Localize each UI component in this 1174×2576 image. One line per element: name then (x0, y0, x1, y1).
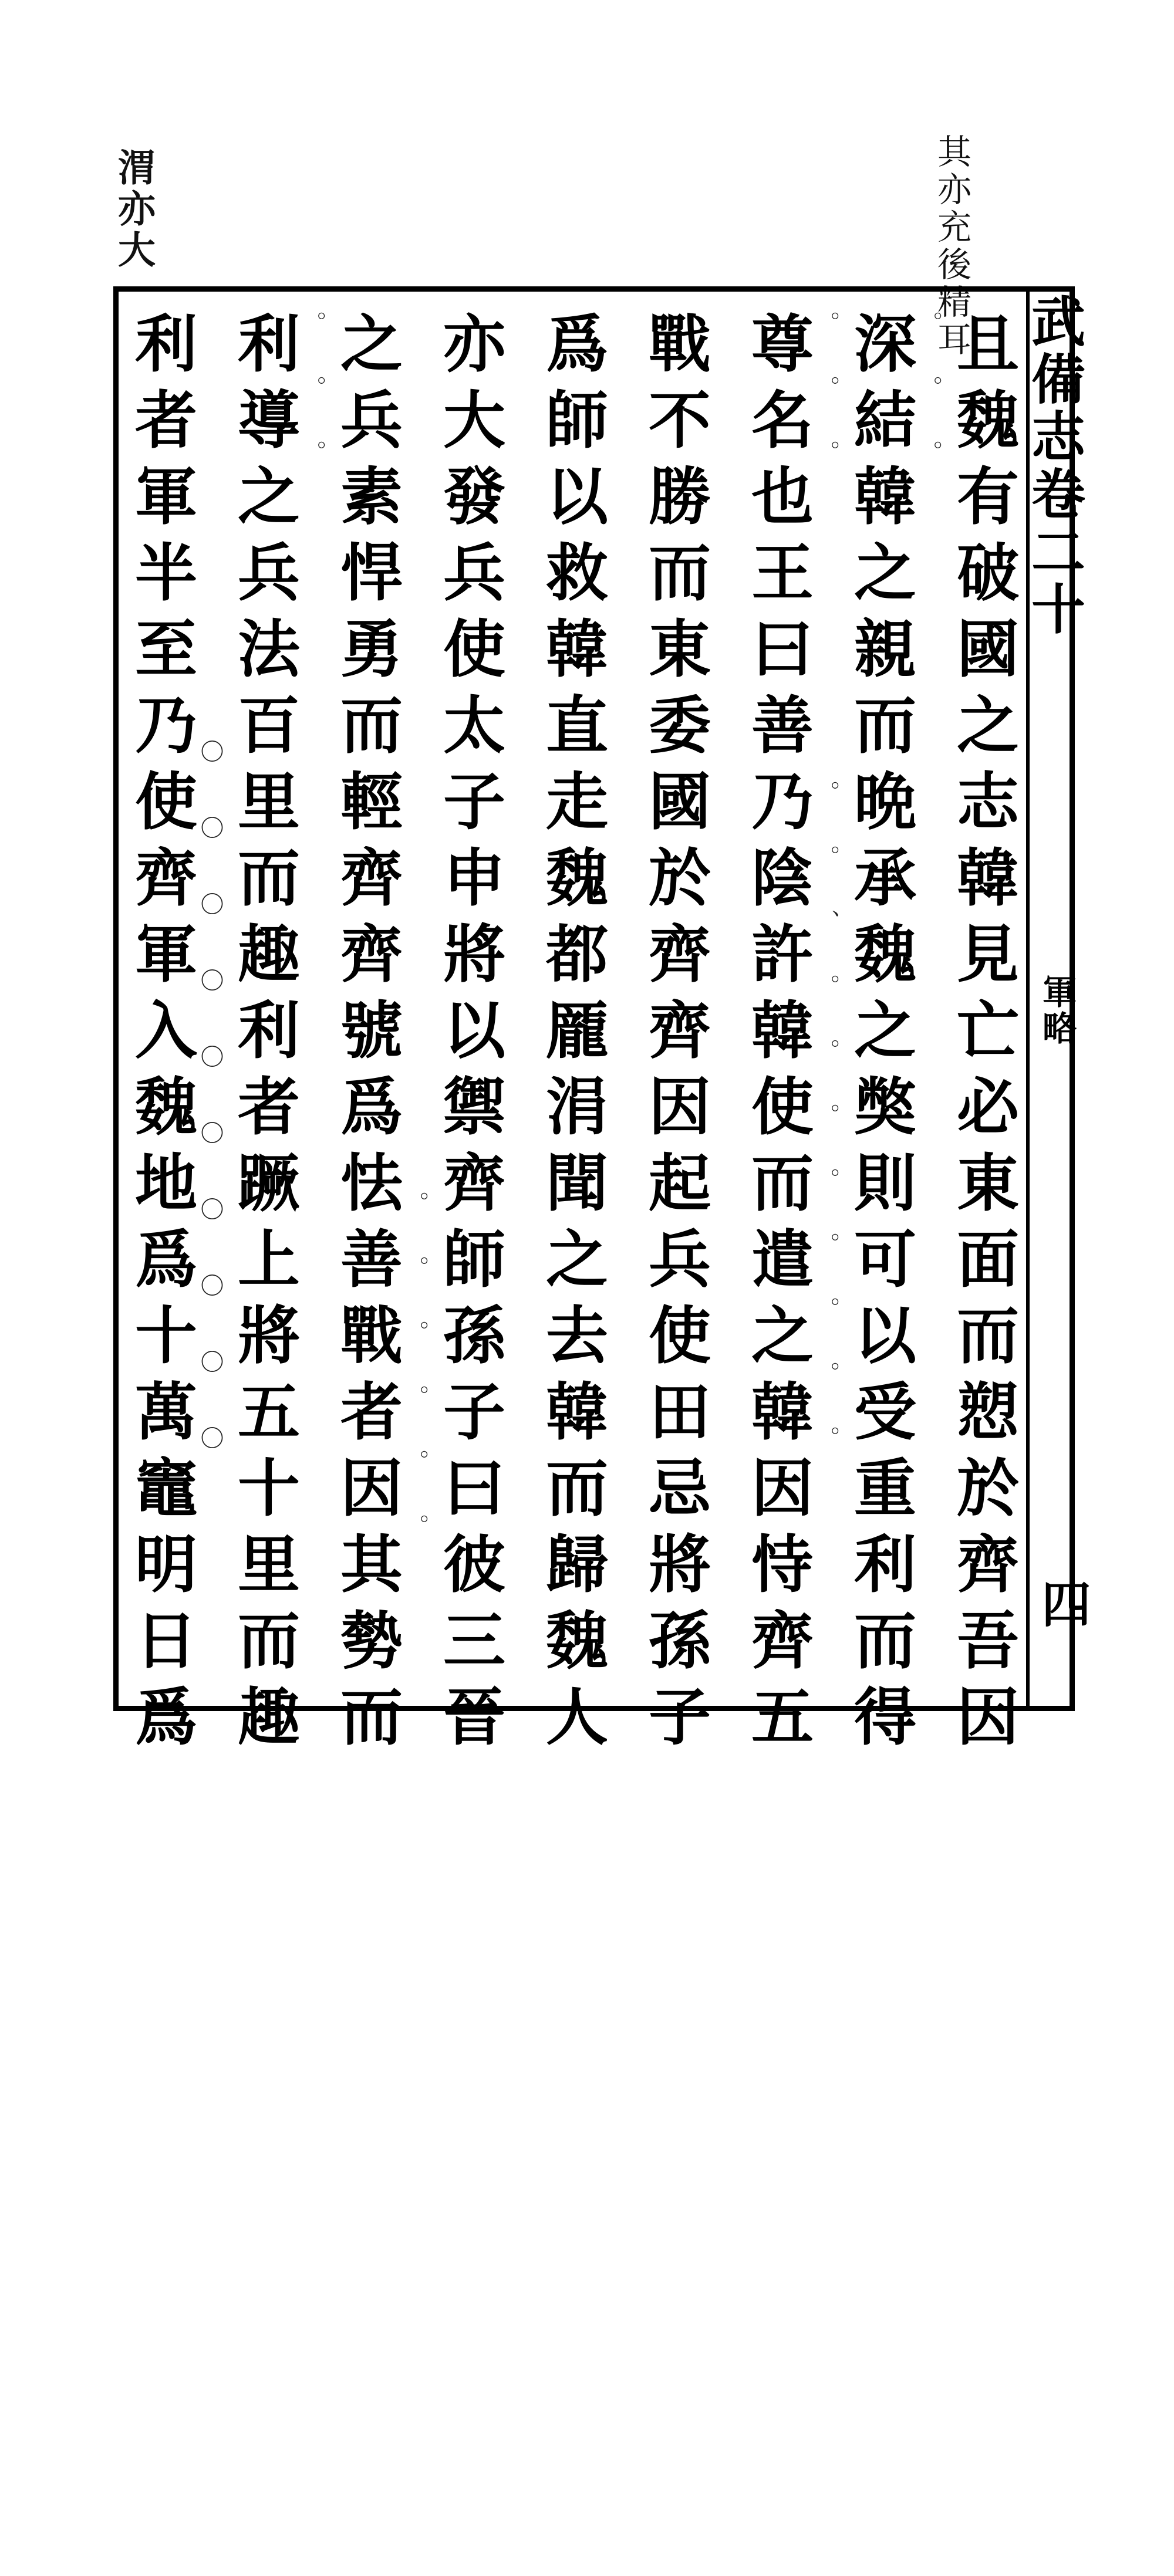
header-column (1023, 293, 1092, 1628)
text-column-1: 且魏有破國之志韓見亡必東面而愬於齊吾因 (947, 311, 1020, 1760)
punctuation-column-4 (710, 311, 737, 1696)
text-column-2: 深結韓之親而晩承魏之獘則可以受重利而得 (844, 311, 917, 1760)
text-column-8: 利導之兵法百里而趣利者蹶上將五十里而趣 (228, 311, 301, 1760)
text-column-7: 之兵素悍勇而輕齊齊號爲怯善戰者因其勢而 (330, 311, 404, 1760)
text-column-4: 戰不勝而東委國於齊齊因起兵使田忌將孫子 (639, 311, 712, 1760)
text-column-6: 亦大發兵使太子申將以禦齊師孫子曰彼三晉 (433, 311, 507, 1760)
punctuation-column-5 (608, 311, 635, 1696)
margin-note-left: 渭亦大 (112, 148, 156, 271)
text-column-9: 利者軍半至乃使齊軍入魏地爲十萬竈明日爲 (125, 311, 198, 1760)
punctuation-column-3: 。。。 (813, 311, 840, 516)
section-label: 軍略 (1037, 974, 1077, 1047)
punctuation-column-6 (505, 311, 532, 1696)
punctuation-column-9: 〇〇〇〇〇〇〇〇〇〇 (197, 739, 224, 1502)
margin-note-right: 其亦充後精耳 (932, 134, 971, 359)
punctuation-column-7: 。。。。。。 (402, 1191, 429, 1590)
folio-number: 四 (1034, 1578, 1092, 1628)
book-title: 武備志卷二十 (1023, 293, 1086, 638)
punctuation-column-2: 。。、。。。。。。。。 (813, 780, 840, 1502)
punctuation-column-1: 。。。 (916, 311, 943, 516)
text-column-5: 爲師以救韓直走魏都龎涓聞之去韓而歸魏人 (536, 311, 609, 1760)
text-column-3: 尊名也王曰善乃陰許韓使而遣之韓因恃齊五 (741, 311, 815, 1760)
punctuation-column-8: 。。。 (299, 311, 326, 516)
